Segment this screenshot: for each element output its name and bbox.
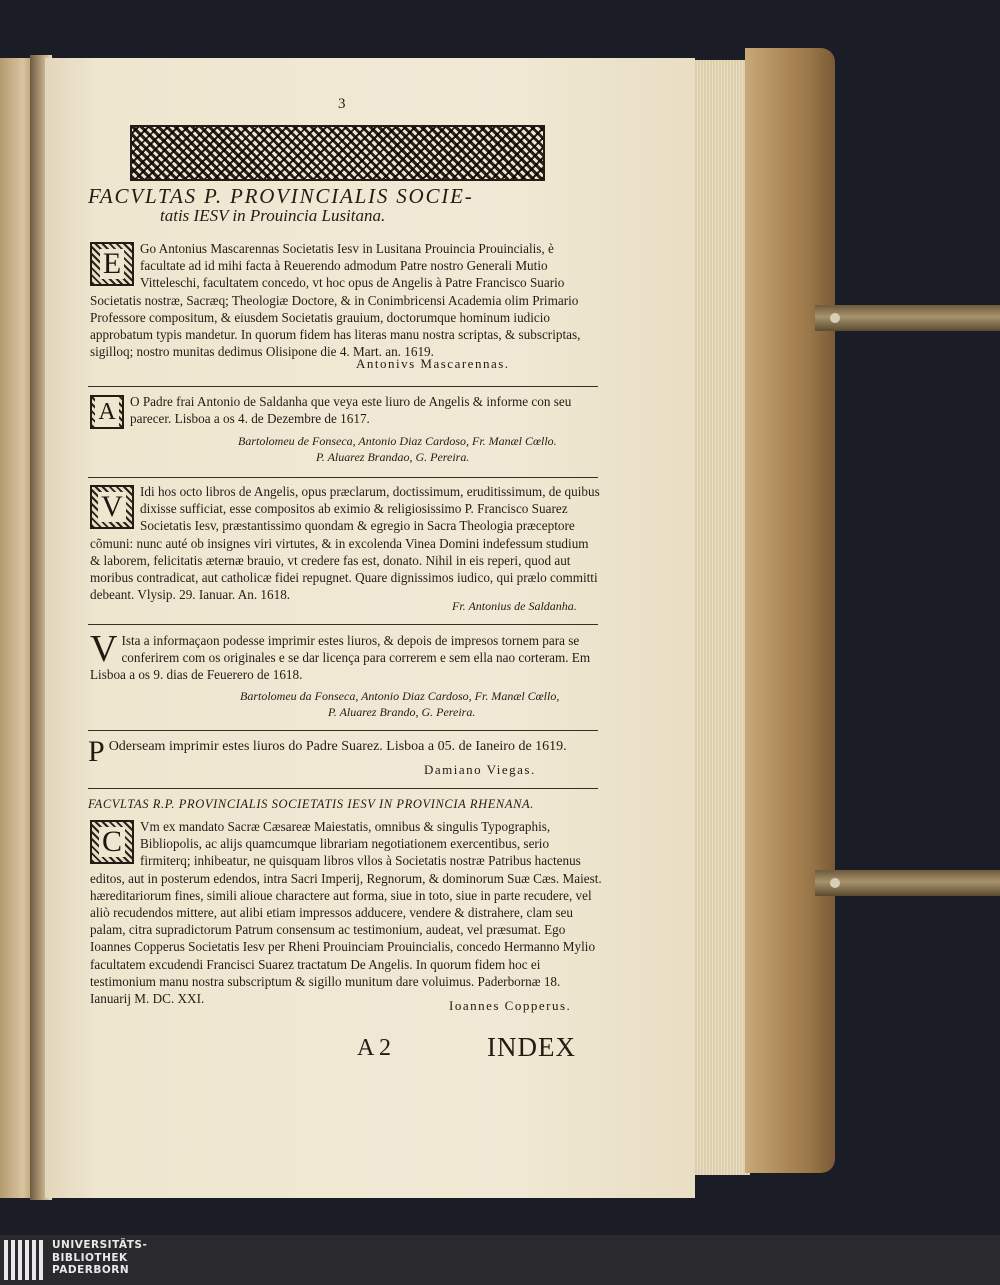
divider-rule: [88, 386, 598, 387]
library-logo-icon: [4, 1240, 44, 1280]
section-5-text: Oderseam imprimir estes liuros do Padre Suarez. Lisboa a 05. de Ianeiro de 1619.: [108, 739, 567, 754]
clasp-rivet-icon: [830, 878, 840, 888]
section-1-paragraph: [90, 240, 598, 360]
dropcap-a: A: [90, 395, 124, 429]
section-1-signature: Antonivs Mascarennas.: [356, 356, 510, 371]
divider-rule: [88, 788, 598, 789]
section-2-censors-2: P. Aluarez Brandao, G. Pereira.: [316, 450, 470, 464]
initial-v: V: [90, 628, 118, 670]
section-2-text: O Padre frai Antonio de Saldanha que veya este liuro de Angelis & informe con seu parecer. Lisboa a os 4. de Dezembre de 1617.: [130, 394, 572, 427]
section-3-text: Idi hos octo libros de Angelis, opus præclarum, doctissimum, eruditissimum, de quibus dixisse sufficiat, esse compositos ab eximio & religiosissimo P. Francisco Suarez Societatis Iesv, præstantissimo quondam & egregio in Sacra Theologia præceptore cõmuni: nunc auté ob insignes viri virtutes, & in excolenda Vinea Domini indefessum studium & laborem, felicitatis æternæ brauio, vt credere fas est, donato. Nihil in eis reperi, quod aut moribus contradicat, aut catholicæ fidei repugnet. Quare dignissimos iudico, qui prælo committi debeant. Vlysip. 29. Ianuar. An. 1618.: [90, 484, 600, 603]
clasp-top: [815, 305, 1000, 331]
page-number: 3: [338, 96, 346, 112]
dropcap-v: V: [90, 485, 134, 529]
title-line-2: tatis IESV in Prouincia Lusitana.: [160, 206, 386, 225]
logo-line-2: BIBLIOTHEK: [52, 1251, 128, 1264]
section-3-signature: Fr. Antonius de Saldanha.: [452, 599, 577, 613]
library-footer: [0, 1235, 1000, 1285]
section-5-signature: Damiano Viegas.: [424, 762, 536, 777]
section-6-paragraph: [90, 818, 602, 1007]
catchword: INDEX: [487, 1032, 576, 1062]
dropcap-c: C: [90, 820, 134, 864]
library-logo-text: [52, 1239, 147, 1277]
section-6-text: Vm ex mandato Sacræ Cæsareæ Maiestatis, omnibus & singulis Typographis, Bibliopolis, ac alijs quamcumque librariam negotiationem exercentibus, serio firmiterq; inhibeatur, ne quisquam libros vllos à Societatis nostræ Patribus hactenus editos, aut in posterum edendos, intra Sacri Imperij, Regnorum, & dominorum Suæ Cæs. Maiest. hæreditariorum fines, simili alioue charactere aut forma, siue in toto, siue in parte recudere, vel aliò recudendos mittere, aut alibi etiam impressos adducere, vendere & distrahere, clam seu palam, citra supradictorum Patrum consensum ac testimonium, audeat, vel præsumat. Ego Ioannes Copperus Societatis Iesv per Rheni Prouinciam Prouincialis, concedo Hermanno Mylio facultatem excudendi Francisci Suarez tractatum De Angelis. In quorum fidem hoc ei testimonium manu nostra subscriptum & sigillo munitum dare voluimus. Paderbornæ 18. Ianuarij M. DC. XXI.: [90, 819, 602, 1007]
right-page: [45, 58, 695, 1198]
divider-rule: [88, 477, 598, 478]
page-edges: [690, 60, 750, 1175]
signature-mark: A 2: [357, 1035, 392, 1061]
title-line-1: FACVLTAS P. PROVINCIALIS SOCIE-: [88, 184, 474, 208]
section-1-text: Go Antonius Mascarennas Societatis Iesv in Lusitana Prouincia Prouincialis, è facultate ad id mihi facta à Reuerendo admodum Patre nostro Generali Mutio Vitteleschi, facultatem concedo, vt hoc opus de Angelis à Patre Francisco Suario Societatis nostræ, Sacræq; Theologiæ Doctore, & in Conimbricensi Academia olim Primario Professore compositum, & eiusdem Societatis grauium, doctorumque hominum iudicio approbatum typis mandetur. In quorum fidem has literas manu nostra scriptas, & subscriptas, sigilloq; nostro munitas dedimus Olisipone die 4. Mart. an. 1619.: [90, 241, 581, 360]
section-4-paragraph: [90, 628, 602, 684]
section-2-paragraph: [90, 393, 600, 429]
section-6-heading: FACVLTAS R.P. PROVINCIALIS SOCIETATIS IESV IN PROVINCIA RHENANA.: [88, 797, 535, 811]
clasp-rivet-icon: [830, 313, 840, 323]
divider-rule: [88, 624, 598, 625]
ornamental-headpiece: [130, 125, 545, 181]
section-3-paragraph: [90, 483, 602, 603]
logo-line-3: PADERBORN: [52, 1264, 130, 1276]
clasp-bottom: [815, 870, 1000, 896]
section-6-signature: Ioannes Copperus.: [449, 998, 572, 1013]
dropcap-e: E: [90, 242, 134, 286]
section-4-text: Ista a informaçaon podesse imprimir estes liuros, & depois de impresos tornem para se conferirem com os originales e se dar licença para correrem e sem ella nao corteram. Em Lisboa a os 9. dias de Feuerero de 1618.: [90, 633, 591, 683]
section-4-censors-1: Bartolomeu da Fonseca, Antonio Diaz Cardoso, Fr. Manæl Cœllo,: [240, 689, 560, 703]
book-cover: [745, 48, 835, 1173]
divider-rule: [88, 730, 598, 731]
section-4-censors-2: P. Aluarez Brando, G. Pereira.: [328, 705, 476, 719]
section-2-censors-1: Bartolomeu de Fonseca, Antonio Diaz Cardoso, Fr. Manæl Cœllo.: [238, 434, 557, 448]
logo-line-1: UNIVERSITÄTS-: [52, 1239, 148, 1251]
initial-p: P: [88, 735, 105, 768]
